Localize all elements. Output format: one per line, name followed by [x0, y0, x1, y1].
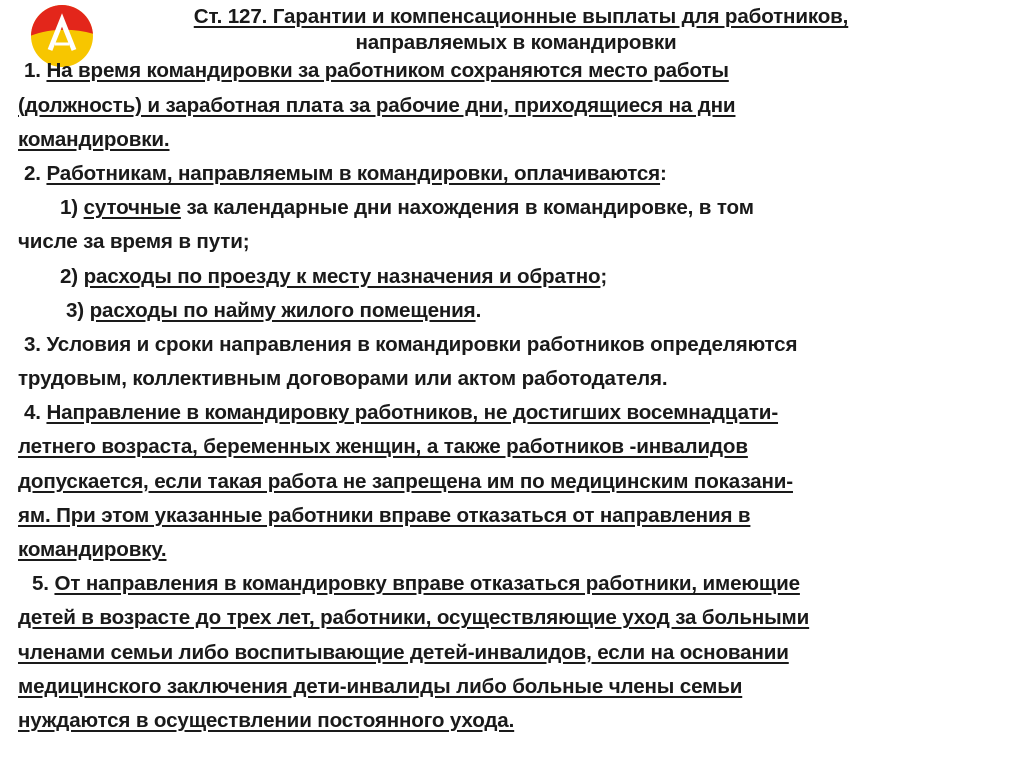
paragraph-2-item-1: 1) суточные за календарные дни нахождения в командировке, в том: [60, 196, 754, 220]
paragraph-5-line-2: детей в возрасте до трех лет, работники, осуществляющие уход за больными: [18, 606, 810, 630]
paragraph-1-line-2: (должность) и заработная плата за рабочие дни, приходящиеся на дни: [18, 93, 736, 117]
paragraph-4-line-4: ям. При этом указанные работники вправе отказаться от направления в: [18, 503, 751, 527]
paragraph-2-heading: 2. Работникам, направляемым в командировки, оплачиваются:: [24, 161, 667, 185]
paragraph-5-line-3: членами семьи либо воспитывающие детей-инвалидов, если на основании: [18, 640, 789, 664]
paragraph-5-line-1: 5. От направления в командировку вправе отказаться работники, имеющие: [32, 572, 800, 596]
paragraph-2-item-2: 2) расходы по проезду к месту назначения и обратно;: [60, 264, 608, 288]
article-title-line-2: направляемых в командировки: [355, 31, 677, 55]
article-title-line-1: Ст. 127. Гарантии и компенсационные выплаты для работников,: [193, 5, 849, 28]
paragraph-1-line-1: 1. На время командировки за работником сохраняются место работы: [24, 59, 729, 83]
paragraph-4-line-5: командировку.: [18, 538, 167, 561]
paragraph-4-line-2: летнего возраста, беременных женщин, а также работников -инвалидов: [18, 435, 748, 459]
paragraph-2-item-3: 3) расходы по найму жилого помещения.: [66, 298, 482, 322]
paragraph-2-item-1-cont: числе за время в пути;: [18, 230, 250, 254]
paragraph-5-line-5: нуждаются в осуществлении постоянного ухода.: [18, 708, 515, 732]
paragraph-4-line-1: 4. Направление в командировку работников, не достигших восемнадцати-: [24, 401, 779, 425]
paragraph-3-line-1: 3. Условия и сроки направления в командировки работников определяются: [24, 332, 798, 356]
paragraph-4-line-3: допускается, если такая работа не запрещена им по медицинским показани-: [18, 469, 793, 493]
paragraph-1-line-3: командировки.: [18, 127, 170, 151]
paragraph-3-line-2: трудовым, коллективным договорами или актом работодателя.: [18, 367, 668, 391]
paragraph-5-line-4: медицинского заключения дети-инвалиды либо больные члены семьи: [18, 674, 743, 698]
document-body: [18, 0, 1014, 738]
